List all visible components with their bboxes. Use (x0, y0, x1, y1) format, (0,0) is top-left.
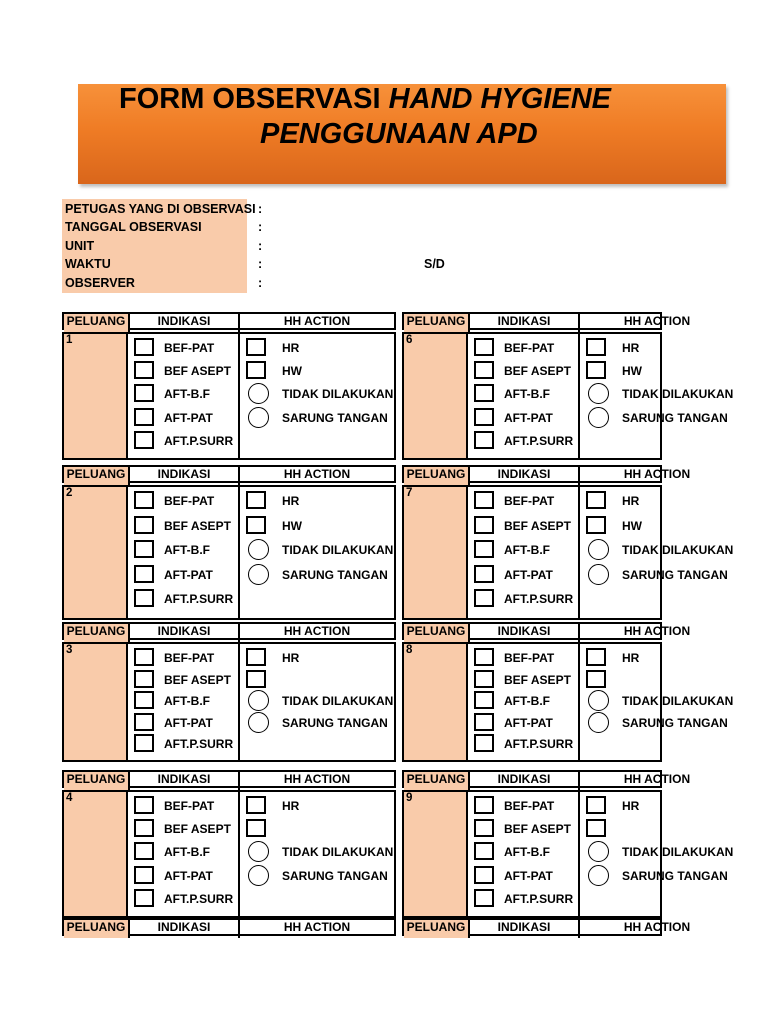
peluang-cell (404, 487, 468, 618)
divider (578, 644, 580, 760)
indikasi-label: AFT.P.SURR (504, 891, 574, 906)
header-indikasi: INDIKASI (157, 314, 211, 328)
indikasi-checkbox[interactable] (474, 670, 494, 688)
header-peluang: PELUANG (404, 314, 468, 332)
indikasi-label: AFT-PAT (504, 868, 553, 883)
indikasi-label: AFT-PAT (504, 410, 553, 425)
divider (238, 334, 240, 458)
indikasi-label: BEF-PAT (504, 651, 555, 665)
indikasi-checkbox[interactable] (134, 491, 154, 509)
indikasi-checkbox[interactable] (134, 540, 154, 558)
indikasi-label: BEF-PAT (504, 341, 555, 355)
indikasi-checkbox[interactable] (474, 889, 494, 907)
indikasi-label: AFT.P.SURR (164, 592, 234, 607)
hh-action-radio[interactable] (588, 841, 609, 862)
indikasi-checkbox[interactable] (134, 338, 154, 356)
indikasi-checkbox[interactable] (474, 713, 494, 731)
header-peluang: PELUANG (64, 467, 128, 485)
indikasi-label: AFT-B.F (504, 387, 550, 402)
hh-action-checkbox[interactable] (586, 338, 606, 356)
hh-action-label: TIDAK DILAKUKAN (282, 694, 394, 709)
title-line-1: FORM OBSERVASI HAND HYGIENE (119, 83, 611, 115)
indikasi-label: BEF ASEPT (164, 518, 231, 533)
indikasi-label: BEF-PAT (164, 651, 215, 665)
indikasi-label: AFT-B.F (504, 694, 550, 709)
hh-action-checkbox[interactable] (246, 796, 266, 814)
info-label-petugas: PETUGAS YANG DI OBSERVASI (65, 202, 256, 216)
hh-action-checkbox[interactable] (586, 361, 606, 379)
indikasi-label: AFT-PAT (164, 567, 213, 582)
indikasi-label: AFT.P.SURR (164, 737, 234, 752)
hh-action-label: SARUNG TANGAN (282, 715, 388, 730)
divider (578, 334, 580, 458)
indikasi-label: AFT.P.SURR (504, 737, 574, 752)
hh-action-radio[interactable] (248, 841, 269, 862)
peluang-number: 1 (66, 334, 73, 346)
indikasi-checkbox[interactable] (474, 338, 494, 356)
indikasi-checkbox[interactable] (134, 565, 154, 583)
peluang-cell (64, 644, 128, 760)
indikasi-label: BEF-PAT (164, 494, 215, 508)
indikasi-label: AFT-PAT (504, 715, 553, 730)
hh-action-radio[interactable] (248, 690, 269, 711)
hh-action-radio[interactable] (248, 564, 269, 585)
peluang-number: 8 (406, 644, 413, 656)
hh-action-radio[interactable] (248, 712, 269, 733)
hh-action-label: SARUNG TANGAN (282, 868, 388, 883)
title-line-2: PENGGUNAAN APD (260, 118, 538, 150)
indikasi-checkbox[interactable] (134, 408, 154, 426)
hh-action-radio[interactable] (588, 383, 609, 404)
peluang-cell (64, 792, 128, 916)
indikasi-checkbox[interactable] (474, 648, 494, 666)
block-body (402, 790, 734, 918)
info-label-observer: OBSERVER (65, 276, 135, 290)
hh-action-label: TIDAK DILAKUKAN (622, 543, 734, 558)
hh-action-label: TIDAK DILAKUKAN (622, 845, 734, 860)
indikasi-checkbox[interactable] (134, 691, 154, 709)
block-body (62, 485, 396, 620)
hh-action-checkbox[interactable] (246, 338, 266, 356)
hh-action-checkbox[interactable] (246, 648, 266, 666)
info-colon: : (258, 239, 263, 253)
indikasi-label: AFT-B.F (164, 543, 210, 558)
block-body (62, 642, 396, 762)
hh-action-checkbox[interactable] (246, 516, 266, 534)
header-indikasi: INDIKASI (497, 772, 551, 786)
hh-action-label: SARUNG TANGAN (282, 410, 388, 425)
hh-action-radio[interactable] (588, 539, 609, 560)
hh-action-label: SARUNG TANGAN (622, 868, 728, 883)
block-header (62, 918, 396, 936)
hh-action-label: HR (282, 651, 300, 665)
info-label-waktu: WAKTU (65, 257, 111, 271)
peluang-cell (404, 644, 468, 760)
header-peluang: PELUANG (64, 772, 128, 790)
indikasi-label: BEF ASEPT (164, 822, 231, 837)
header-hh-action: HH ACTION (283, 624, 351, 638)
hh-action-label: HW (622, 518, 642, 533)
header-indikasi: INDIKASI (157, 467, 211, 481)
hh-action-radio[interactable] (588, 712, 609, 733)
indikasi-label: AFT-PAT (164, 410, 213, 425)
indikasi-checkbox[interactable] (134, 819, 154, 837)
hh-action-label: TIDAK DILAKUKAN (282, 387, 394, 402)
hh-action-label: SARUNG TANGAN (622, 567, 728, 582)
indikasi-label: AFT-B.F (164, 845, 210, 860)
header-peluang: PELUANG (64, 624, 128, 642)
hh-action-label: HW (282, 518, 302, 533)
info-colon: : (258, 257, 263, 271)
indikasi-checkbox[interactable] (134, 796, 154, 814)
indikasi-label: BEF ASEPT (504, 518, 571, 533)
waktu-sd: S/D (424, 257, 445, 271)
indikasi-checkbox[interactable] (134, 431, 154, 449)
indikasi-checkbox[interactable] (134, 889, 154, 907)
hh-action-checkbox[interactable] (586, 648, 606, 666)
header-peluang: PELUANG (404, 772, 468, 790)
hh-action-label: TIDAK DILAKUKAN (622, 694, 734, 709)
indikasi-checkbox[interactable] (474, 842, 494, 860)
peluang-block (402, 465, 734, 622)
hh-action-label: HR (282, 494, 300, 508)
hh-action-checkbox[interactable] (246, 819, 266, 837)
indikasi-label: AFT.P.SURR (164, 891, 234, 906)
hh-action-label: SARUNG TANGAN (622, 715, 728, 730)
hh-action-checkbox[interactable] (586, 796, 606, 814)
block-header (62, 312, 396, 330)
indikasi-checkbox[interactable] (134, 589, 154, 607)
peluang-block (402, 770, 734, 920)
peluang-block (62, 465, 396, 622)
header-indikasi: INDIKASI (157, 624, 211, 638)
hh-action-radio[interactable] (248, 539, 269, 560)
hh-action-label: HR (282, 341, 300, 355)
indikasi-label: BEF ASEPT (504, 672, 571, 687)
hh-action-label: SARUNG TANGAN (622, 410, 728, 425)
header-peluang: PELUANG (404, 467, 468, 485)
indikasi-label: AFT.P.SURR (164, 433, 234, 448)
indikasi-label: AFT.P.SURR (504, 433, 574, 448)
peluang-block (402, 918, 691, 940)
peluang-cell (64, 487, 128, 618)
indikasi-label: AFT-PAT (164, 868, 213, 883)
indikasi-label: AFT-B.F (164, 387, 210, 402)
block-header (402, 622, 691, 640)
header-hh-action: HH ACTION (623, 314, 691, 328)
indikasi-checkbox[interactable] (474, 361, 494, 379)
peluang-cell (404, 334, 468, 458)
hh-action-label: HR (622, 494, 640, 508)
header-peluang: PELUANG (64, 920, 128, 938)
block-body (402, 642, 734, 762)
hh-action-label: TIDAK DILAKUKAN (282, 845, 394, 860)
peluang-cell (404, 792, 468, 916)
info-colon: : (258, 276, 263, 290)
block-header (402, 770, 691, 788)
hh-action-radio[interactable] (248, 865, 269, 886)
indikasi-label: AFT-B.F (504, 845, 550, 860)
indikasi-label: BEF ASEPT (164, 364, 231, 379)
peluang-number: 9 (406, 792, 413, 804)
header-hh-action: HH ACTION (623, 467, 691, 481)
hh-action-radio[interactable] (588, 407, 609, 428)
observation-grid (0, 300, 734, 960)
block-body (402, 332, 734, 460)
indikasi-label: BEF-PAT (504, 494, 555, 508)
peluang-number: 6 (406, 334, 413, 346)
hh-action-checkbox[interactable] (246, 670, 266, 688)
hh-action-radio[interactable] (588, 564, 609, 585)
block-body (62, 332, 396, 460)
indikasi-checkbox[interactable] (134, 842, 154, 860)
info-label-tanggal: TANGGAL OBSERVASI (65, 220, 202, 234)
divider (578, 487, 580, 618)
peluang-number: 2 (66, 487, 73, 499)
hh-action-label: HR (282, 799, 300, 813)
indikasi-checkbox[interactable] (474, 540, 494, 558)
hh-action-checkbox[interactable] (586, 670, 606, 688)
indikasi-label: BEF ASEPT (504, 364, 571, 379)
block-header (402, 312, 691, 330)
indikasi-checkbox[interactable] (134, 734, 154, 752)
block-body (62, 790, 396, 918)
peluang-number: 7 (406, 487, 413, 499)
block-header (62, 622, 396, 640)
header-indikasi: INDIKASI (497, 467, 551, 481)
indikasi-label: AFT-B.F (164, 694, 210, 709)
header-hh-action: HH ACTION (283, 772, 351, 786)
hh-action-checkbox[interactable] (586, 491, 606, 509)
header-hh-action: HH ACTION (623, 772, 691, 786)
indikasi-checkbox[interactable] (474, 431, 494, 449)
hh-action-radio[interactable] (248, 407, 269, 428)
peluang-block (402, 622, 734, 764)
header-peluang: PELUANG (404, 920, 468, 938)
indikasi-checkbox[interactable] (474, 408, 494, 426)
indikasi-checkbox[interactable] (134, 361, 154, 379)
divider (238, 644, 240, 760)
block-header (402, 918, 691, 936)
header-indikasi: INDIKASI (497, 314, 551, 328)
indikasi-checkbox[interactable] (474, 491, 494, 509)
block-body (402, 485, 734, 620)
indikasi-checkbox[interactable] (474, 866, 494, 884)
hh-action-radio[interactable] (588, 690, 609, 711)
indikasi-checkbox[interactable] (474, 734, 494, 752)
indikasi-checkbox[interactable] (474, 691, 494, 709)
indikasi-checkbox[interactable] (134, 384, 154, 402)
header-hh-action: HH ACTION (623, 920, 691, 934)
info-colon: : (258, 220, 263, 234)
hh-action-label: HW (282, 364, 302, 379)
indikasi-checkbox[interactable] (474, 819, 494, 837)
divider (238, 792, 240, 916)
peluang-block (62, 622, 396, 764)
hh-action-label: HR (622, 341, 640, 355)
hh-action-radio[interactable] (248, 383, 269, 404)
header-hh-action: HH ACTION (283, 314, 351, 328)
indikasi-label: AFT-PAT (164, 715, 213, 730)
indikasi-label: AFT.P.SURR (504, 592, 574, 607)
divider (238, 487, 240, 618)
peluang-block (62, 918, 396, 940)
header-indikasi: INDIKASI (157, 920, 211, 934)
hh-action-checkbox[interactable] (586, 516, 606, 534)
indikasi-label: BEF ASEPT (164, 672, 231, 687)
header-indikasi: INDIKASI (497, 920, 551, 934)
hh-action-label: TIDAK DILAKUKAN (282, 543, 394, 558)
indikasi-label: BEF-PAT (164, 341, 215, 355)
info-label-unit: UNIT (65, 239, 95, 253)
header-hh-action: HH ACTION (283, 467, 351, 481)
hh-action-label: HR (622, 651, 640, 665)
hh-action-radio[interactable] (588, 865, 609, 886)
header-indikasi: INDIKASI (497, 624, 551, 638)
header-peluang: PELUANG (404, 624, 468, 642)
hh-action-checkbox[interactable] (246, 361, 266, 379)
indikasi-checkbox[interactable] (134, 516, 154, 534)
hh-action-checkbox[interactable] (586, 819, 606, 837)
indikasi-checkbox[interactable] (474, 796, 494, 814)
peluang-block (402, 312, 734, 462)
block-header (62, 465, 396, 483)
block-header (402, 465, 691, 483)
indikasi-checkbox[interactable] (474, 589, 494, 607)
indikasi-checkbox[interactable] (474, 565, 494, 583)
peluang-cell (64, 334, 128, 458)
header-indikasi: INDIKASI (157, 772, 211, 786)
hh-action-label: TIDAK DILAKUKAN (622, 387, 734, 402)
header-peluang: PELUANG (64, 314, 128, 332)
hh-action-checkbox[interactable] (246, 491, 266, 509)
header-hh-action: HH ACTION (283, 920, 351, 934)
indikasi-label: BEF ASEPT (504, 822, 571, 837)
indikasi-label: AFT-B.F (504, 543, 550, 558)
indikasi-label: BEF-PAT (504, 799, 555, 813)
header-hh-action: HH ACTION (623, 624, 691, 638)
indikasi-label: BEF-PAT (164, 799, 215, 813)
hh-action-label: SARUNG TANGAN (282, 567, 388, 582)
indikasi-checkbox[interactable] (134, 648, 154, 666)
peluang-block (62, 312, 396, 462)
divider (578, 792, 580, 916)
indikasi-checkbox[interactable] (474, 516, 494, 534)
hh-action-label: HW (622, 364, 642, 379)
peluang-number: 4 (66, 792, 73, 804)
info-colon: : (258, 202, 263, 216)
indikasi-checkbox[interactable] (134, 713, 154, 731)
indikasi-checkbox[interactable] (134, 866, 154, 884)
indikasi-checkbox[interactable] (134, 670, 154, 688)
peluang-block (62, 770, 396, 920)
indikasi-checkbox[interactable] (474, 384, 494, 402)
block-header (62, 770, 396, 788)
hh-action-label: HR (622, 799, 640, 813)
peluang-number: 3 (66, 644, 73, 656)
indikasi-label: AFT-PAT (504, 567, 553, 582)
